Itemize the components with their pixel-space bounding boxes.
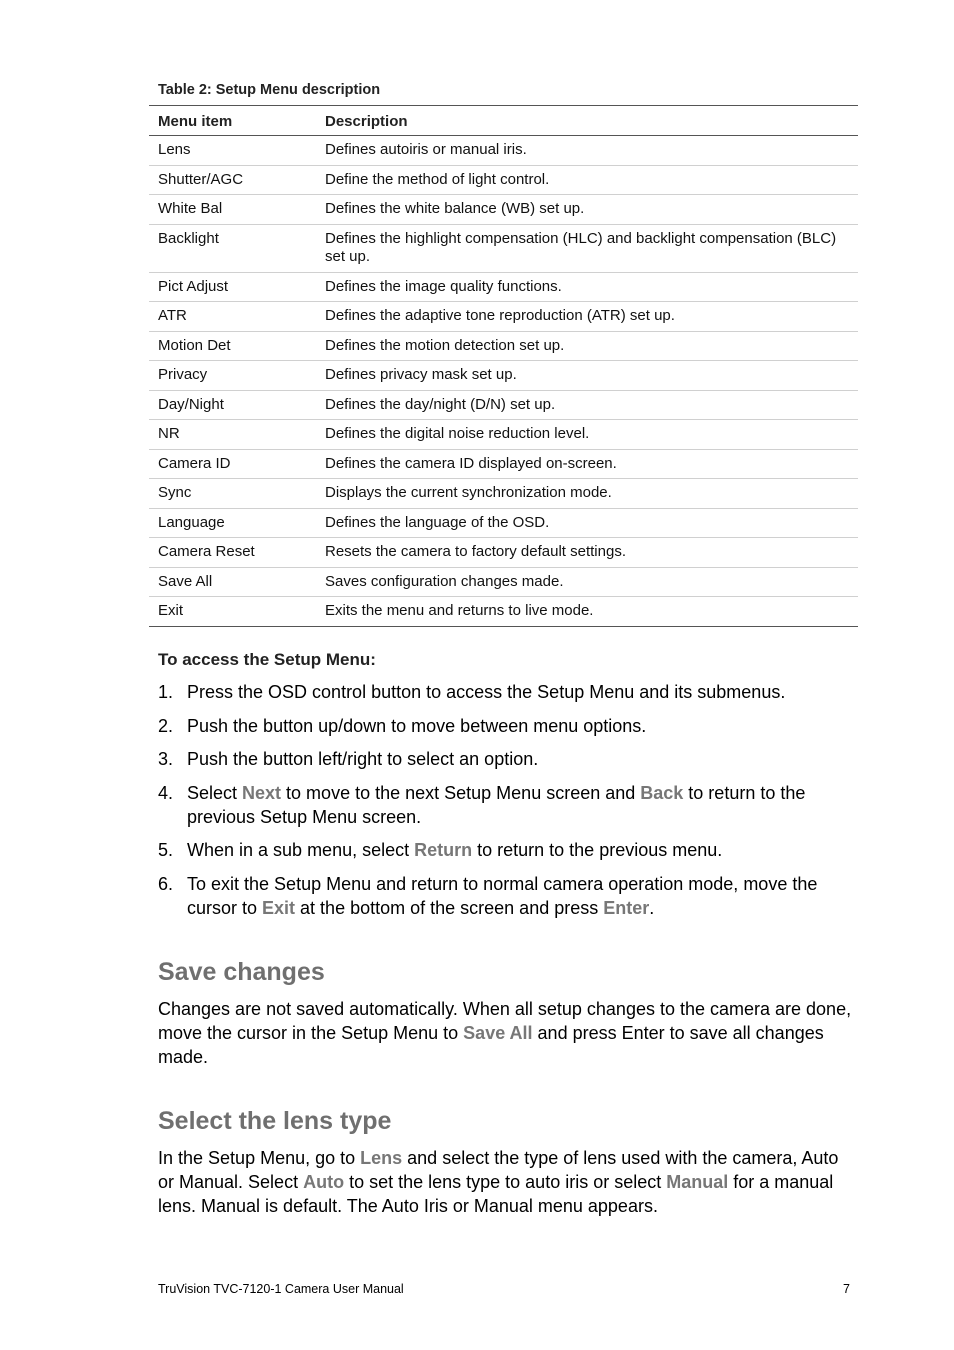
description-cell: Define the method of light control. xyxy=(316,165,858,195)
step-number: 5. xyxy=(158,840,174,861)
menu-item-cell: Lens xyxy=(149,136,316,166)
step-text: . xyxy=(649,897,655,918)
keyword-return: Return xyxy=(414,840,473,861)
table-row xyxy=(149,390,858,420)
table-header-row xyxy=(149,106,858,136)
step-text: to move to the next Setup Menu screen and xyxy=(281,782,641,803)
description-cell: Defines privacy mask set up. xyxy=(316,361,858,391)
menu-item-cell: ATR xyxy=(149,302,316,332)
table-row xyxy=(149,597,858,627)
step-item xyxy=(158,838,858,862)
procedure-steps xyxy=(158,680,858,930)
page-number: 7 xyxy=(843,1282,850,1296)
setup-menu-table xyxy=(149,105,858,627)
step-text: When in a sub menu, select xyxy=(187,840,415,861)
description-cell: Defines the white balance (WB) set up. xyxy=(316,195,858,225)
description-cell: Exits the menu and returns to live mode. xyxy=(316,597,858,627)
menu-item-cell: Save All xyxy=(149,567,316,597)
table-row xyxy=(149,165,858,195)
step-item xyxy=(158,872,858,920)
description-cell: Defines the digital noise reduction level. xyxy=(316,420,858,450)
table-caption: Table 2: Setup Menu description xyxy=(158,82,381,98)
table-row xyxy=(149,331,858,361)
footer-title: TruVision TVC-7120-1 Camera User Manual xyxy=(158,1282,404,1296)
section-heading-lens-type: Select the lens type xyxy=(158,1107,392,1135)
step-item xyxy=(158,714,858,738)
keyword-exit: Exit xyxy=(262,897,296,918)
description-cell: Defines the motion detection set up. xyxy=(316,331,858,361)
column-header-description: Description xyxy=(316,106,858,136)
body-text: Changes are not saved automatically. When all setup changes to the camera are done, move the cursor in the Setup Menu to xyxy=(158,999,852,1043)
step-item xyxy=(158,747,858,771)
table-row xyxy=(149,538,858,568)
table-row xyxy=(149,136,858,166)
step-text: at the bottom of the screen and press xyxy=(295,897,604,918)
keyword-enter: Enter xyxy=(603,897,650,918)
table-row xyxy=(149,508,858,538)
keyword-back: Back xyxy=(640,782,684,803)
description-cell: Saves configuration changes made. xyxy=(316,567,858,597)
step-text: Push the button up/down to move between menu options. xyxy=(187,715,647,736)
menu-item-cell: Sync xyxy=(149,479,316,509)
body-text: for a manual lens. Manual is default. The Auto Iris or Manual menu appears. xyxy=(158,1172,834,1216)
body-text: to set the lens type to auto iris or select xyxy=(344,1172,667,1192)
menu-item-cell: Camera Reset xyxy=(149,538,316,568)
step-number: 4. xyxy=(158,782,174,803)
step-text: To exit the Setup Menu and return to normal camera operation mode, move the cursor to xyxy=(187,873,818,918)
keyword-lens: Lens xyxy=(360,1148,403,1168)
keyword-manual: Manual xyxy=(666,1172,729,1192)
step-number: 1. xyxy=(158,682,174,702)
step-item xyxy=(158,680,858,704)
menu-item-cell: Language xyxy=(149,508,316,538)
menu-item-cell: NR xyxy=(149,420,316,450)
menu-item-cell: White Bal xyxy=(149,195,316,225)
column-header-menu-item: Menu item xyxy=(149,106,316,136)
menu-item-cell: Pict Adjust xyxy=(149,272,316,302)
keyword-auto: Auto xyxy=(303,1172,345,1192)
lens-type-paragraph xyxy=(158,1146,858,1218)
step-text: to return to the previous Setup Menu screen. xyxy=(187,782,806,827)
menu-item-cell: Camera ID xyxy=(149,449,316,479)
menu-item-cell: Motion Det xyxy=(149,331,316,361)
table-row xyxy=(149,420,858,450)
table-row xyxy=(149,272,858,302)
save-changes-paragraph xyxy=(158,997,858,1069)
menu-item-cell: Shutter/AGC xyxy=(149,165,316,195)
step-text: Press the OSD control button to access the Setup Menu and its submenus. xyxy=(187,682,786,702)
step-number: 3. xyxy=(158,749,174,770)
description-cell: Defines autoiris or manual iris. xyxy=(316,136,858,166)
step-text: Select xyxy=(187,782,243,803)
menu-item-cell: Exit xyxy=(149,597,316,627)
table-row xyxy=(149,567,858,597)
description-cell: Defines the camera ID displayed on-screen. xyxy=(316,449,858,479)
description-cell: Defines the day/night (D/N) set up. xyxy=(316,390,858,420)
step-number: 2. xyxy=(158,715,174,736)
keyword-next: Next xyxy=(242,782,282,803)
table-row xyxy=(149,224,858,272)
menu-item-cell: Day/Night xyxy=(149,390,316,420)
table-row xyxy=(149,302,858,332)
description-cell: Defines the adaptive tone reproduction (ATR) set up. xyxy=(316,302,858,332)
procedure-heading: To access the Setup Menu: xyxy=(158,650,376,669)
table-row xyxy=(149,195,858,225)
description-cell: Defines the image quality functions. xyxy=(316,272,858,302)
body-text: and select the type of lens used with the camera, Auto or Manual. Select xyxy=(158,1148,839,1192)
body-text: In the Setup Menu, go to xyxy=(158,1148,361,1168)
step-text: Push the button left/right to select an option. xyxy=(187,749,539,770)
step-number: 6. xyxy=(158,873,174,894)
step-text: to return to the previous menu. xyxy=(472,840,723,861)
keyword-save-all: Save All xyxy=(463,1023,533,1043)
description-cell: Resets the camera to factory default settings. xyxy=(316,538,858,568)
step-item xyxy=(158,781,858,829)
description-cell: Displays the current synchronization mode. xyxy=(316,479,858,509)
body-text: and press Enter to save all changes made. xyxy=(158,1023,824,1067)
menu-item-cell: Backlight xyxy=(149,224,316,272)
menu-item-cell: Privacy xyxy=(149,361,316,391)
table-row xyxy=(149,479,858,509)
table-row xyxy=(149,449,858,479)
table-row xyxy=(149,361,858,391)
description-cell: Defines the highlight compensation (HLC) and backlight compensation (BLC) set up. xyxy=(316,224,858,272)
section-heading-save-changes: Save changes xyxy=(158,958,325,986)
description-cell: Defines the language of the OSD. xyxy=(316,508,858,538)
